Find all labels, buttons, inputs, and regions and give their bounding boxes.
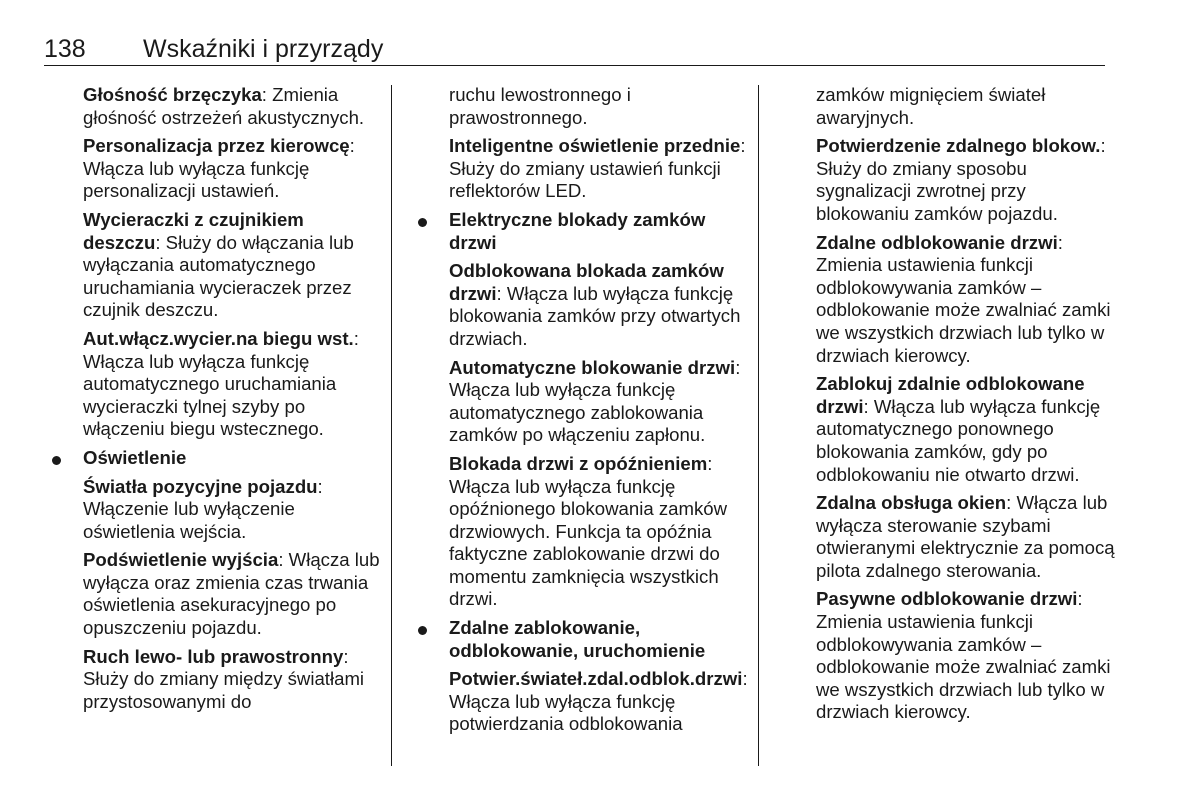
header-rule <box>44 65 1105 66</box>
setting-term: Pasywne odblokowanie drzwi <box>816 588 1078 610</box>
bullet-heading <box>449 209 749 254</box>
setting-description: : Włącza lub wyłącza funkcję automatycznego ponownego blokowania zamków, gdy po odblokowaniu nie otwarto drzwi. <box>816 395 1101 485</box>
setting-entry-continued <box>449 84 749 129</box>
setting-entry <box>816 492 1116 582</box>
setting-entry <box>83 646 381 714</box>
text-column-3 <box>816 84 1116 730</box>
setting-entry <box>83 209 381 322</box>
setting-term: Inteligentne oświetlenie przednie <box>449 135 741 157</box>
setting-entry-continued <box>816 84 1116 129</box>
setting-entry <box>83 476 381 544</box>
section-title: Wskaźniki i przyrządy <box>143 35 384 63</box>
text-column-2 <box>449 84 749 742</box>
bullet-dot-icon <box>418 218 427 227</box>
setting-term: Zdalna obsługa okien <box>816 492 1007 514</box>
setting-description: : Włącza lub wyłącza funkcję personalizacji ustawień. <box>83 135 355 202</box>
setting-entry <box>449 260 749 350</box>
setting-term: Automatyczne blokowanie drzwi <box>449 356 736 378</box>
setting-entry <box>449 135 749 203</box>
bullet-heading <box>449 617 749 662</box>
setting-description: : Włączenie lub wyłączenie oświetlenia wejścia. <box>83 475 323 542</box>
setting-term: Blokada drzwi z opóźnieniem <box>449 452 708 474</box>
setting-entry <box>816 588 1116 724</box>
setting-term: Zdalne odblokowanie drzwi <box>816 231 1058 253</box>
setting-entry <box>816 373 1116 486</box>
setting-entry <box>83 84 381 129</box>
setting-description: : Służy do zmiany ustawień funkcji reflektorów LED. <box>449 135 746 202</box>
page-number: 138 <box>44 35 86 63</box>
setting-term: Wycieraczki z czujnikiem deszczu <box>83 208 304 253</box>
setting-description: : Włącza lub wyłącza funkcję automatycznego zablokowania zamków po włączeniu zapłonu. <box>449 356 741 446</box>
setting-entry <box>83 135 381 203</box>
bullet-heading-label: Elektryczne blokady zamków drzwi <box>449 208 706 253</box>
setting-term: Ruch lewo- lub prawostronny <box>83 645 344 667</box>
setting-description: zamków mignięciem świateł awaryjnych. <box>816 84 1046 128</box>
column-divider-2 <box>758 85 759 766</box>
setting-description: : Włącza lub wyłącza funkcję potwierdzania odblokowania <box>449 668 748 735</box>
setting-entry <box>816 135 1116 225</box>
setting-description: : Włącza lub wyłącza oraz zmienia czas trwania oświetlenia asekuracyjnego po opuszczeniu pojazdu. <box>83 549 380 639</box>
setting-description: : Służy do zmiany sposobu sygnalizacji zwrotnej przy blokowaniu zamków pojazdu. <box>816 135 1106 224</box>
bullet-heading-label: Oświetlenie <box>83 446 187 468</box>
setting-description: : Zmienia ustawienia funkcji odblokowywania zamków – odblokowanie może zwalniać zamki we wszystkich drzwiach lub tylko w drzwiach kierowcy. <box>816 588 1111 723</box>
setting-term: Światła pozycyjne pojazdu <box>83 475 318 497</box>
column-divider-1 <box>391 85 392 766</box>
setting-description: : Włącza lub wyłącza funkcję blokowania zamków przy otwartych drzwiach. <box>449 282 741 349</box>
setting-term: Personalizacja przez kierowcę <box>83 135 350 157</box>
bullet-dot-icon <box>52 456 61 465</box>
bullet-heading-label: Zdalne zablokowanie, odblokowanie, uruchomienie <box>449 617 706 661</box>
setting-entry <box>449 453 749 611</box>
setting-entry <box>816 232 1116 368</box>
setting-description: : Włącza lub wyłącza funkcję opóźnionego blokowania zamków drzwiowych. Funkcja ta opóźnia faktyczne zablokowanie drzwi do momentu zamknięcia wszystkich drzwi. <box>449 452 728 610</box>
setting-entry <box>83 328 381 441</box>
setting-term: Zablokuj zdalnie odblokowane drzwi <box>816 373 1085 417</box>
setting-entry <box>449 357 749 447</box>
bullet-dot-icon <box>418 626 427 635</box>
setting-term: Odblokowana blokada zamków drzwi <box>449 260 724 304</box>
setting-description: : Zmienia ustawienia funkcji odblokowywania zamków – odblokowanie może zwalniać zamki we wszystkich drzwiach lub tylko w drzwiach kierowcy. <box>816 231 1111 366</box>
setting-term: Podświetlenie wyjścia <box>83 549 279 571</box>
setting-description: : Służy do zmiany między światłami przystosowanymi do <box>83 645 365 712</box>
setting-description: : Włącza lub wyłącza funkcję automatycznego uruchamiania wycieraczki tylnej szyby po włączeniu biegu wstecznego. <box>83 327 359 440</box>
setting-entry <box>83 549 381 639</box>
setting-description: ruchu lewostronnego i prawostronnego. <box>449 84 631 128</box>
setting-description: : Zmienia głośność ostrzeżeń akustycznych. <box>83 84 365 128</box>
setting-term: Potwierdzenie zdalnego blokow. <box>816 135 1101 157</box>
setting-term: Potwier.świateł.zdal.odblok.drzwi <box>449 668 743 690</box>
setting-description: : Służy do włączania lub wyłączania automatycznego uruchamiania wycieraczek przez czujnik deszczu. <box>83 231 354 321</box>
text-column-1 <box>83 84 381 719</box>
setting-term: Aut.włącz.wycier.na biegu wst. <box>83 327 354 349</box>
setting-description: : Włącza lub wyłącza sterowanie szybami otwieranymi elektrycznie za pomocą pilota zdalnego sterowania. <box>816 492 1115 581</box>
bullet-heading <box>83 447 381 470</box>
setting-entry <box>449 668 749 736</box>
setting-term: Głośność brzęczyka <box>83 84 262 105</box>
